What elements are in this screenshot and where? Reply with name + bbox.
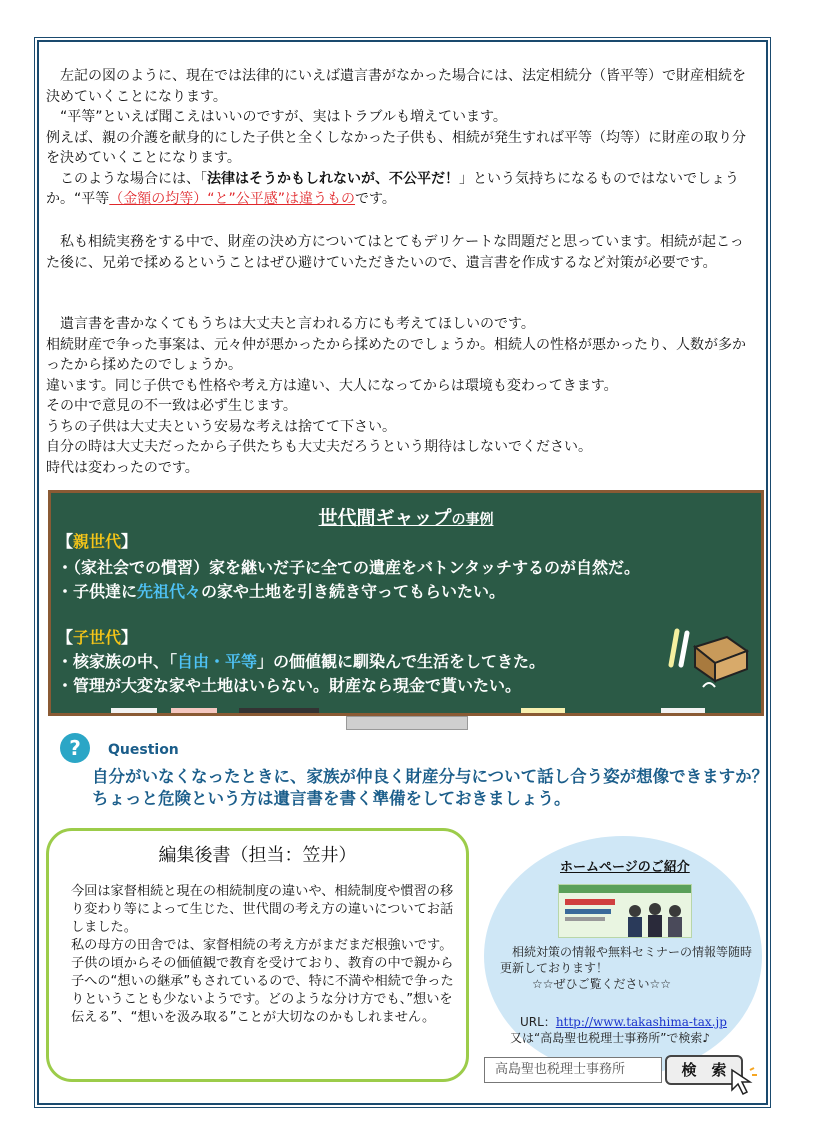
child-item-1-pre: ・核家族の中、「: [57, 652, 178, 671]
child-heading: [57, 625, 137, 648]
cursor-icon: [728, 1066, 758, 1096]
homepage-text-2: ☆☆ぜひご覧ください☆☆: [532, 977, 672, 991]
editor-title: 編集後書（担当：笠井）: [158, 845, 357, 866]
parent-heading: [57, 529, 137, 552]
question-icon: ?: [60, 733, 90, 763]
child-item-1-highlight: 自由・平等: [177, 652, 258, 671]
question-label: Question: [108, 742, 179, 758]
homepage-text: [500, 944, 762, 992]
chalk-box-icon: [663, 625, 753, 695]
intro-p1d-post: 」という気持ちになるものではないでしょうか。“平等: [46, 170, 739, 207]
parent-item-2: [57, 579, 505, 602]
intro-section: [46, 66, 756, 210]
child-item-1-post: 」の価値観に馴染んで生活をしてきた。: [257, 652, 546, 671]
bracket-open: 【: [57, 628, 74, 647]
intro-p1b: “平等”といえば聞こえはいいのですが、実はトラブルも増えています。: [46, 109, 507, 125]
bracket-close: 】: [121, 628, 138, 647]
intro-p1a: 左記の図のように、現在では法律的にいえば遺言書がなかった場合には、法定相続分（皆平等）で財産相続を決めていくことになります。: [46, 68, 746, 105]
board-title-main: 世代間ギャップ: [318, 507, 452, 529]
second-section: [46, 232, 756, 273]
bracket-open: 【: [57, 532, 74, 551]
editor-body-1: 今回は家督相続と現在の相続制度の違いや、相続制度や慣習の移り変わり等によって生じた、世代間の考え方の違いについてお話しました。: [71, 884, 454, 935]
second-p2: 私も相続実務をする中で、財産の決め方についてはとてもデリケートな問題だと思っています。相続が起こった後に、兄弟で揉めるということはぜひ避けていただきたいので、遺言書を作成するなど対策が必要です。: [46, 234, 744, 271]
intro-p1d-pre: このような場合には、「: [46, 170, 207, 187]
question-text: 自分がいなくなったときに、家族が仲良く財産分与について話し合う姿が想像できますか？ちょっと危険という方は遺言書を書く準備をしておきましょう。: [92, 767, 769, 808]
child-label: 子世代: [73, 628, 122, 647]
child-item-1: [57, 649, 545, 672]
chalk-piece: [111, 708, 157, 713]
parent-item-2-post: の家や土地を引き続き守ってもらいたい。: [201, 582, 506, 601]
board-title: [51, 503, 761, 530]
board-tray: [346, 716, 468, 730]
chalk-piece: [171, 708, 217, 713]
board-title-small: の事例: [451, 512, 494, 528]
third-l3: 違います。同じ子供でも性格や考え方は違い、大人になってからは環境も変わってきます。: [46, 377, 618, 394]
url-label: URL：: [520, 1015, 556, 1029]
third-l2: 相続財産で争った事案は、元々仲が悪かったから揉めたのでしょうか。相続人の性格が悪かったり、人数が多かったから揉めたのでしょうか。: [46, 336, 746, 373]
parent-label: 親世代: [73, 532, 122, 551]
intro-p1d-end: です。: [355, 191, 396, 207]
homepage-photo-icon: [559, 885, 691, 937]
third-l4: その中で意見の不一致は必ず生じます。: [46, 398, 297, 414]
homepage-url-link[interactable]: http://www.takashima-tax.jp: [555, 1015, 727, 1029]
editor-note: [46, 828, 469, 1082]
bracket-close: 】: [121, 532, 138, 551]
search-input[interactable]: 高島聖也税理士事務所: [484, 1057, 662, 1083]
child-item-2: ・管理が大変な家や土地はいらない。財産なら現金で貰いたい。: [57, 676, 522, 695]
third-l1: 遺言書を書かなくてもうちは大丈夫と言われる方にも考えてほしいのです。: [46, 316, 535, 332]
homepage-thumbnail[interactable]: [558, 884, 692, 938]
editor-body: [71, 883, 461, 1027]
parent-item-2-highlight: 先祖代々: [137, 582, 202, 601]
third-l7: 時代は変わったのです。: [46, 459, 199, 476]
editor-body-2: 私の母方の田舎では、家督相続の考え方がまだまだ根強いです。子供の頃からその価値観で教育を受けており、教育の中で親から子への“想いの継承”もされているので、特に不満や相続で争ったりということも少ないようです。どのような分け方でも、”想いを伝える”、“想いを汲み取る”ことが大切なのかもしれません。: [71, 938, 454, 1025]
intro-p1d: [46, 169, 756, 210]
chalkboard: [48, 490, 764, 716]
intro-p1d-bold: 法律はそうかもしれないが、不公平だ！: [207, 170, 459, 187]
homepage-title: ホームページのご紹介: [560, 860, 690, 875]
chalk-piece: [661, 708, 705, 713]
chalk-piece: [521, 708, 565, 713]
search-button[interactable]: 検 索: [665, 1055, 743, 1085]
eraser: [239, 708, 319, 713]
third-section: [46, 314, 756, 478]
intro-p1d-red: （金額の均等）“と”公平感”は違うもの: [109, 191, 356, 207]
parent-item-2-pre: ・子供達に: [57, 582, 138, 601]
homepage-text-1: 相続対策の情報や無料セミナーの情報等随時更新しております！: [500, 945, 753, 975]
intro-p1c: 例えば、親の介護を献身的にした子供と全くしなかった子供も、相続が発生すれば平等（均等）に財産の取り分を決めていくことになります。: [46, 129, 746, 166]
third-l5: うちの子供は大丈夫という安易な考えは捨てて下さい。: [46, 418, 396, 435]
third-l6: 自分の時は大丈夫だったから子供たちも大丈夫だろうという期待はしないでください。: [46, 439, 592, 455]
search-hint: 又は“高島聖也税理士事務所”で検索♪: [510, 1031, 711, 1045]
parent-item-1: ・（家社会での慣習）家を継いだ子に全ての遺産をバトンタッチするのが自然だ。: [57, 558, 641, 577]
url-line: [520, 1013, 727, 1030]
